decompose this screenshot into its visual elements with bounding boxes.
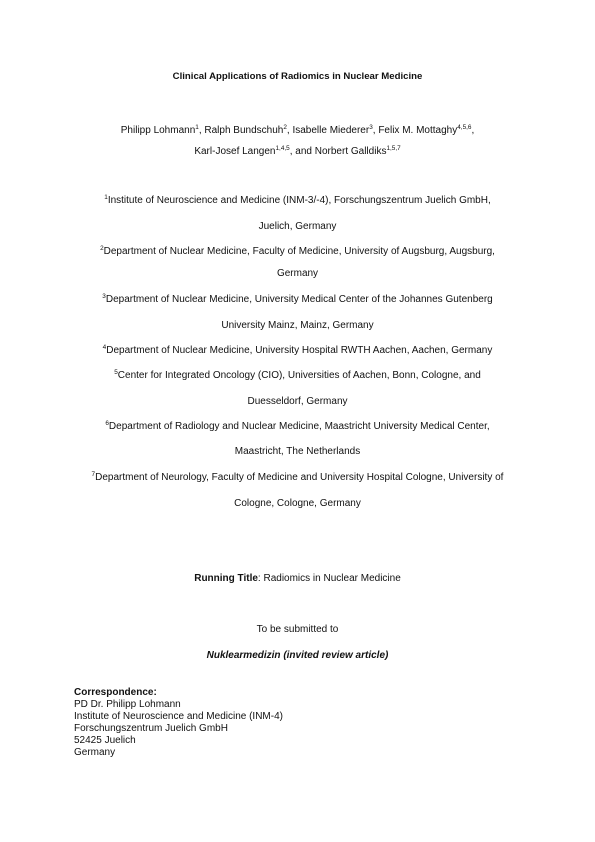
affiliation-number: 2 [100, 245, 104, 252]
affiliation-line [40, 421, 555, 433]
author-line-2 [40, 146, 555, 158]
affiliation-line [40, 498, 555, 510]
affiliation-line [40, 472, 555, 484]
affiliation-text: Center for Integrated Oncology (CIO), Universities of Aachen, Bonn, Cologne, and [117, 370, 481, 381]
affiliation-line [40, 294, 555, 306]
affiliation-line [40, 446, 555, 458]
affiliation-text: Department of Neurology, Faculty of Medicine and University Hospital Cologne, University of [95, 472, 504, 483]
affiliation-line [40, 320, 555, 332]
author-affiliation-number: 1,5,7 [386, 145, 401, 152]
affiliation-text: University Mainz, Mainz, Germany [221, 320, 374, 331]
correspondence-line: Forschungszentrum Juelich GmbH [74, 723, 228, 734]
affiliation-text: Cologne, Cologne, Germany [234, 498, 361, 509]
affiliation-line [40, 396, 555, 408]
affiliation-number: 6 [105, 420, 109, 427]
author-separator: , [198, 125, 205, 136]
author-name: Karl-Josef Langen [194, 146, 276, 157]
affiliation-text: Germany [276, 268, 319, 279]
affiliation-line [40, 345, 555, 357]
author-name: Philipp Lohmann [120, 125, 196, 136]
author-separator: , [286, 125, 293, 136]
author-affiliation-number: 1 [195, 124, 199, 131]
author-affiliation-number: 1,4,5 [275, 145, 290, 152]
affiliation-text: Duesseldorf, Germany [247, 396, 348, 407]
affiliation-line [40, 268, 555, 280]
author-line-1 [40, 125, 555, 137]
paper-title: Clinical Applications of Radiomics in Nuclear Medicine [172, 71, 423, 82]
author-affiliation-number: 2 [283, 124, 287, 131]
affiliation-text: Institute of Neuroscience and Medicine (INM-3/-4), Forschungszentrum Juelich GmbH, [107, 195, 491, 206]
affiliation-number: 4 [102, 344, 107, 351]
author-separator: , [471, 125, 475, 136]
correspondence-line: Institute of Neuroscience and Medicine (INM-4) [74, 711, 283, 722]
author-separator: , [372, 125, 379, 136]
running-title-label: Running Title [194, 573, 258, 584]
author-name: Ralph Bundschuh [204, 125, 284, 136]
affiliation-line [40, 221, 555, 233]
affiliation-text: Department of Nuclear Medicine, University Hospital RWTH Aachen, Aachen, Germany [106, 345, 493, 356]
affiliation-text: Maastricht, The Netherlands [234, 446, 361, 457]
correspondence-line: PD Dr. Philipp Lohmann [74, 699, 181, 710]
author-name: Norbert Galldiks [314, 146, 387, 157]
affiliation-number: 7 [91, 471, 96, 478]
affiliation-text: Department of Nuclear Medicine, University Medical Center of the Johannes Gutenberg [105, 294, 493, 305]
running-title-text: : Radiomics in Nuclear Medicine [257, 573, 401, 584]
correspondence-line: 52425 Juelich [74, 735, 136, 746]
author-separator: , and [289, 146, 315, 157]
affiliation-text: Department of Nuclear Medicine, Faculty of Medicine, University of Augsburg, Augsburg, [103, 246, 495, 257]
affiliation-line [40, 370, 555, 382]
affiliation-line [40, 246, 555, 258]
author-name: Felix M. Mottaghy [378, 125, 458, 136]
journal-name: Nuklearmedizin (invited review article) [206, 650, 389, 661]
correspondence-label: Correspondence: [74, 687, 157, 698]
affiliation-number: 5 [114, 369, 118, 376]
affiliation-number: 3 [102, 293, 106, 300]
affiliation-number: 1 [104, 194, 108, 201]
author-name: Isabelle Miederer [292, 125, 370, 136]
affiliation-line [40, 195, 555, 207]
author-affiliation-number: 3 [369, 124, 373, 131]
running-title [40, 573, 555, 585]
author-affiliation-number: 4,5,6 [457, 124, 472, 131]
affiliation-text: Department of Radiology and Nuclear Medicine, Maastricht University Medical Center, [108, 421, 490, 432]
correspondence-line: Germany [74, 747, 116, 758]
affiliation-text: Juelich, Germany [258, 221, 337, 232]
submission-line: To be submitted to [256, 624, 339, 635]
